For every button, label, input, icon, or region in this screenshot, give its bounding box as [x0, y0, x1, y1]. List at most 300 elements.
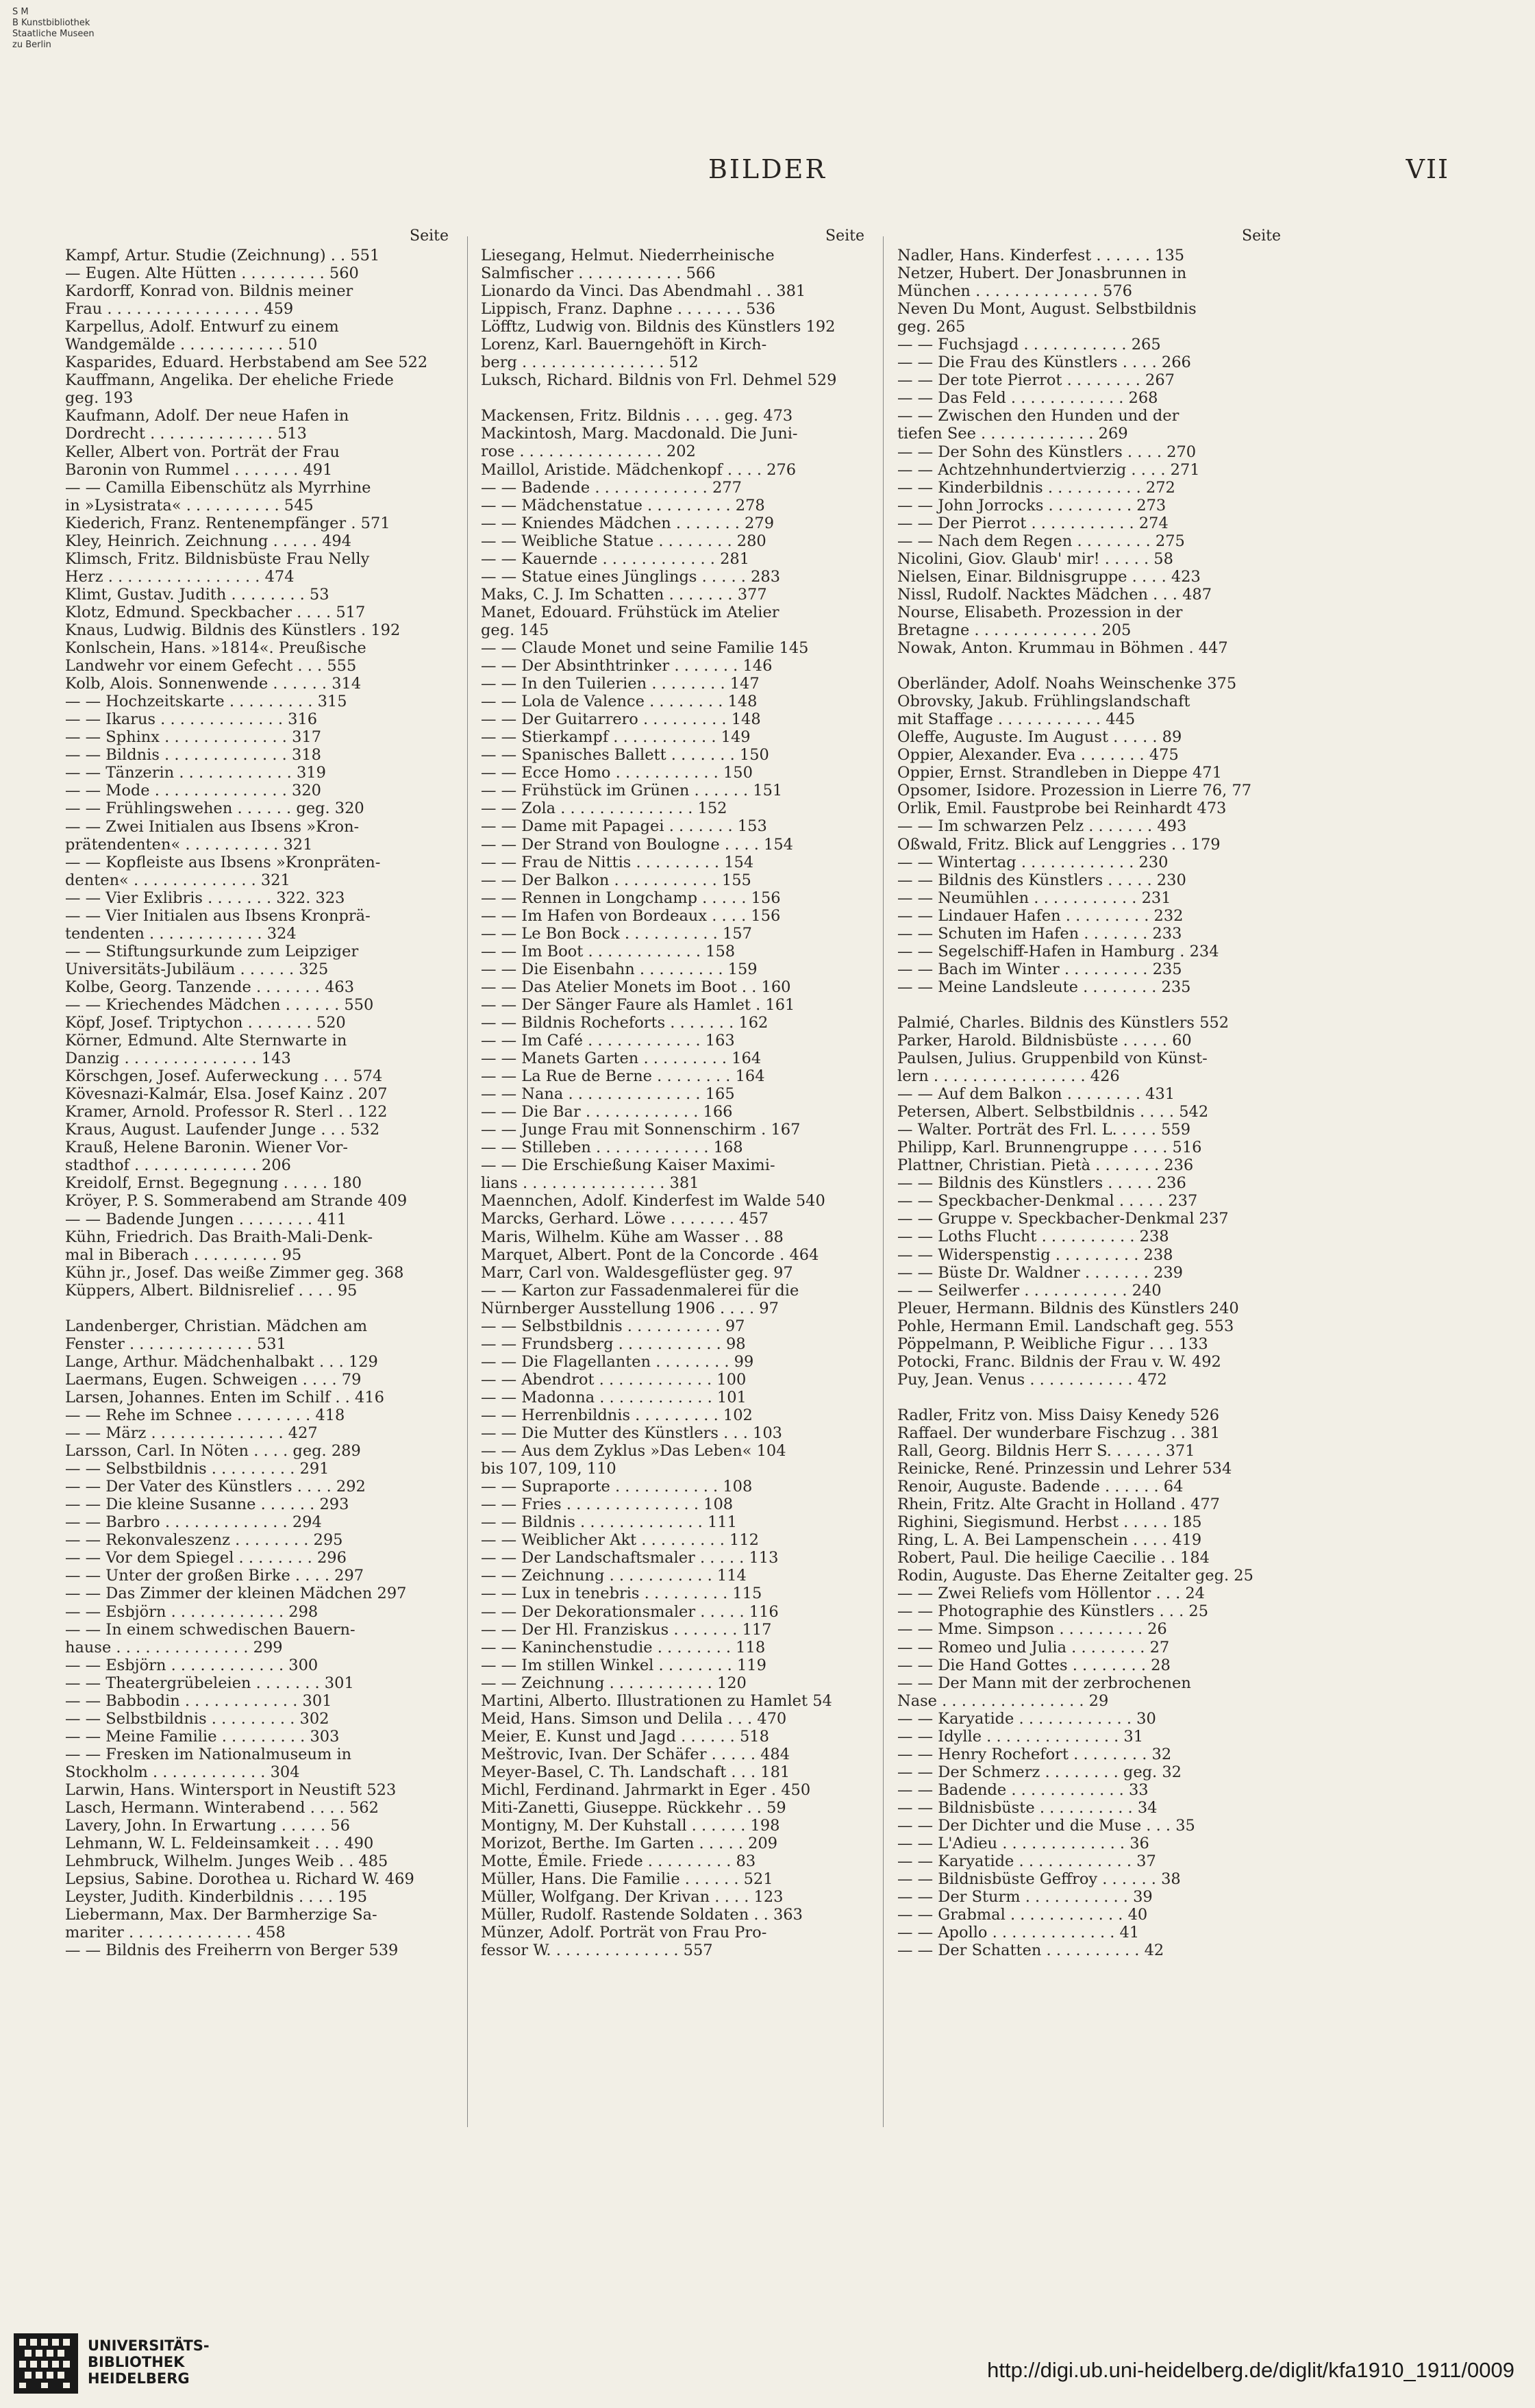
index-entry: — — Achtzehnhundertvierzig . . . . 271 — [897, 460, 1200, 479]
index-entry: — — Im schwarzen Pelz . . . . . . . 493 — [897, 817, 1187, 836]
page-title: BILDER — [708, 154, 827, 184]
index-entry: Lasch, Hermann. Winterabend . . . . 562 — [65, 1799, 379, 1817]
entry-list — [897, 247, 1281, 1959]
stamp-line: Staatliche Museen — [12, 29, 95, 39]
index-entry: — — Junge Frau mit Sonnenschirm . 167 — [481, 1121, 801, 1139]
index-entry: — — Die Eisenbahn . . . . . . . . . 159 — [481, 960, 758, 978]
index-entry: Körner, Edmund. Alte Sternwarte in — [65, 1032, 347, 1050]
index-entry: Raffael. Der wunderbare Fischzug . . 381 — [897, 1424, 1221, 1442]
library-emblem-icon — [14, 2333, 78, 2394]
index-entry: — — Aus dem Zyklus »Das Leben« 104 — [481, 1442, 786, 1461]
index-entry: — — Kauernde . . . . . . . . . . . . 281 — [481, 549, 750, 568]
index-entry: Herz . . . . . . . . . . . . . . . . 474 — [65, 567, 295, 586]
index-entry: Marquet, Albert. Pont de la Concorde . 464 — [481, 1245, 819, 1264]
index-entry: — — Camilla Eibenschütz als Myrrhine — [65, 478, 371, 497]
index-entry: — — Kriechendes Mädchen . . . . . . 550 — [65, 995, 374, 1014]
index-entry: — — Bildnis des Künstlers . . . . . 236 — [897, 1174, 1186, 1193]
index-entry: — — Rennen in Longchamp . . . . . 156 — [481, 889, 781, 907]
index-entry: — — Supraporte . . . . . . . . . . . 108 — [481, 1478, 753, 1496]
index-entry: tendenten . . . . . . . . . . . . 324 — [65, 924, 297, 943]
index-entry: — — Bildnis des Freiherrn von Berger 539 — [65, 1941, 399, 1960]
index-entry: — — Bildnisbüste Geffroy . . . . . . 38 — [897, 1870, 1181, 1889]
index-entry: — — Der Balkon . . . . . . . . . . . 155 — [481, 871, 751, 889]
index-entry: Salmfischer . . . . . . . . . . . 566 — [481, 264, 716, 283]
index-entry: — — Frundsberg . . . . . . . . . . . 98 — [481, 1335, 746, 1353]
index-entry: — — Das Feld . . . . . . . . . . . . 268 — [897, 389, 1158, 408]
index-entry: Morizot, Berthe. Im Garten . . . . . 209 — [481, 1835, 778, 1853]
letter-gap — [897, 657, 1281, 675]
index-entry: — — Apollo . . . . . . . . . . . . . 41 — [897, 1924, 1140, 1942]
index-entry: — — Meine Familie . . . . . . . . . 303 — [65, 1727, 340, 1746]
index-column-3 — [897, 226, 1281, 2165]
index-entry: — — Fresken im Nationalmuseum in — [65, 1745, 352, 1763]
index-entry: — — John Jorrocks . . . . . . . . . 273 — [897, 496, 1166, 514]
index-entry: — — Der Dekorationsmaler . . . . . 116 — [481, 1602, 779, 1621]
index-entry: Dordrecht . . . . . . . . . . . . . 513 — [65, 425, 308, 443]
index-entry: — — Bildnis . . . . . . . . . . . . . 111 — [481, 1513, 737, 1532]
index-entry: Kühn jr., Josef. Das weiße Zimmer geg. 368 — [65, 1263, 404, 1282]
index-entry: Kardorff, Konrad von. Bildnis meiner — [65, 282, 353, 301]
index-entry: Robert, Paul. Die heilige Caecilie . . 184 — [897, 1549, 1210, 1567]
index-entry: — — Kaninchenstudie . . . . . . . . 118 — [481, 1638, 766, 1656]
index-entry: — — Stierkampf . . . . . . . . . . . 149 — [481, 728, 751, 747]
index-entry: — — Die Flagellanten . . . . . . . . 99 — [481, 1352, 754, 1371]
index-entry: Danzig . . . . . . . . . . . . . . 143 — [65, 1050, 291, 1068]
index-entry: — — Der Mann mit der zerbrochenen — [897, 1674, 1191, 1692]
index-entry: Martini, Alberto. Illustrationen zu Hamlet 54 — [481, 1691, 832, 1710]
index-entry: Liebermann, Max. Der Barmherzige Sa- — [65, 1906, 377, 1924]
index-entry: Luksch, Richard. Bildnis von Frl. Dehmel 529 — [481, 371, 837, 390]
index-entry: — — Lux in tenebris . . . . . . . . . 115 — [481, 1585, 762, 1603]
index-entry: Orlik, Emil. Faustprobe bei Reinhardt 473 — [897, 799, 1227, 818]
index-entry: mal in Biberach . . . . . . . . . 95 — [65, 1245, 302, 1264]
index-entry: Kühn, Friedrich. Das Braith-Mali-Denk- — [65, 1228, 373, 1246]
index-entry: Liesegang, Helmut. Niederrheinische — [481, 247, 775, 264]
index-entry: — — Zwei Initialen aus Ibsens »Kron- — [65, 817, 360, 836]
letter-gap — [897, 1389, 1281, 1406]
letter-gap — [481, 389, 864, 407]
index-entry: Münzer, Adolf. Porträt von Frau Pro- — [481, 1924, 767, 1942]
index-entry: Mackensen, Fritz. Bildnis . . . . geg. 473 — [481, 407, 793, 425]
index-entry: — — Stiftungsurkunde zum Leipziger — [65, 942, 359, 960]
entry-list — [481, 247, 864, 1959]
index-entry: hause . . . . . . . . . . . . . . 299 — [65, 1638, 283, 1656]
index-entry: — — Büste Dr. Waldner . . . . . . . 239 — [897, 1263, 1183, 1282]
index-entry: — Walter. Porträt des Frl. L. . . . . 559 — [897, 1121, 1191, 1139]
index-entry: — — Bildnis Rocheforts . . . . . . . 162 — [481, 1013, 769, 1032]
index-entry: Maillol, Aristide. Mädchenkopf . . . . 276 — [481, 460, 797, 479]
index-entry: — — Das Zimmer der kleinen Mädchen 297 — [65, 1585, 407, 1603]
index-entry: — — Lindauer Hafen . . . . . . . . . 232 — [897, 906, 1184, 925]
index-entry: — — Der Guitarrero . . . . . . . . . 148 — [481, 710, 761, 729]
index-entry: Oppier, Alexander. Eva . . . . . . . 475 — [897, 746, 1179, 765]
index-entry: lern . . . . . . . . . . . . . . . . 426 — [897, 1067, 1120, 1086]
index-entry: — — Die Erschießung Kaiser Maximi- — [481, 1156, 775, 1175]
index-entry: Marcks, Gerhard. Löwe . . . . . . . 457 — [481, 1210, 769, 1228]
index-entry: — — Mme. Simpson . . . . . . . . . 26 — [897, 1620, 1167, 1639]
index-entry: Nielsen, Einar. Bildnisgruppe . . . . 423 — [897, 567, 1201, 586]
index-entry: berg . . . . . . . . . . . . . . . 512 — [481, 353, 699, 372]
index-entry: Kaufmann, Adolf. Der neue Hafen in — [65, 407, 349, 425]
index-entry: Lepsius, Sabine. Dorothea u. Richard W. 469 — [65, 1870, 414, 1889]
index-entry: — — Badende Jungen . . . . . . . . 411 — [65, 1210, 347, 1228]
column-divider — [883, 236, 884, 2127]
index-entry: Keller, Albert von. Porträt der Frau — [65, 443, 340, 461]
index-entry: — — Widerspenstig . . . . . . . . . 238 — [897, 1245, 1173, 1264]
index-entry: — — Bildnis . . . . . . . . . . . . . 318 — [65, 746, 321, 765]
index-entry: — — Sphinx . . . . . . . . . . . . . 317 — [65, 728, 322, 747]
index-entry: Manet, Edouard. Frühstück im Atelier — [481, 603, 779, 621]
index-entry: Müller, Hans. Die Familie . . . . . . 521 — [481, 1870, 773, 1889]
index-entry: — — Wintertag . . . . . . . . . . . . 230 — [897, 853, 1169, 871]
index-entry: Opsomer, Isidore. Prozession in Lierre 76, 77 — [897, 782, 1252, 800]
index-entry: geg. 265 — [897, 318, 966, 336]
index-entry: — — Rehe im Schnee . . . . . . . . 418 — [65, 1406, 345, 1424]
letter-gap — [65, 1300, 449, 1317]
index-entry: — — Der tote Pierrot . . . . . . . . 267 — [897, 371, 1175, 390]
index-entry: — — Der Vater des Künstlers . . . . 292 — [65, 1478, 366, 1496]
index-entry: — — Karyatide . . . . . . . . . . . . 30 — [897, 1709, 1156, 1728]
index-column-2 — [481, 226, 864, 2165]
index-entry: Knaus, Ludwig. Bildnis des Künstlers . 192 — [65, 621, 401, 639]
index-entry: — — Selbstbildnis . . . . . . . . . 291 — [65, 1460, 329, 1478]
index-entry: Kreidolf, Ernst. Begegnung . . . . . 180 — [65, 1174, 362, 1193]
index-entry: Renoir, Auguste. Badende . . . . . . 64 — [897, 1478, 1184, 1496]
index-entry: Puy, Jean. Venus . . . . . . . . . . . 472 — [897, 1370, 1167, 1389]
index-entry: — — Frühlingswehen . . . . . . geg. 320 — [65, 799, 364, 818]
index-entry: — — Selbstbildnis . . . . . . . . . 302 — [65, 1709, 329, 1728]
index-entry: Konlschein, Hans. »1814«. Preußische — [65, 639, 366, 658]
index-entry: Potocki, Franc. Bildnis der Frau v. W. 492 — [897, 1352, 1221, 1371]
index-entry: Kasparides, Eduard. Herbstabend am See 522 — [65, 353, 428, 372]
index-entry: Frau . . . . . . . . . . . . . . . . 459 — [65, 300, 294, 319]
index-entry: Meyer-Basel, C. Th. Landschaft . . . 181 — [481, 1763, 790, 1781]
index-entry: — — Auf dem Balkon . . . . . . . . 431 — [897, 1085, 1175, 1104]
index-entry: Kolb, Alois. Sonnenwende . . . . . . 314 — [65, 675, 362, 693]
index-entry: — — Badende . . . . . . . . . . . . 33 — [897, 1780, 1149, 1799]
index-entry: bis 107, 109, 110 — [481, 1460, 616, 1478]
index-entry: — — Meine Landsleute . . . . . . . . 235 — [897, 978, 1191, 996]
index-entry: Nürnberger Ausstellung 1906 . . . . 97 — [481, 1299, 779, 1317]
index-entry: — — Photographie des Künstlers . . . 25 — [897, 1602, 1209, 1621]
index-entry: — — Dame mit Papagei . . . . . . . 153 — [481, 817, 767, 836]
index-entry: Wandgemälde . . . . . . . . . . . 510 — [65, 336, 318, 354]
index-entry: — — Stilleben . . . . . . . . . . . . 168 — [481, 1139, 743, 1157]
index-entry: — — Der Landschaftsmaler . . . . . 113 — [481, 1549, 779, 1567]
index-entry: Miti-Zanetti, Giuseppe. Rückkehr . . 59 — [481, 1799, 786, 1817]
index-entry: Mackintosh, Marg. Macdonald. Die Juni- — [481, 425, 798, 443]
index-entry: — — Der Dichter und die Muse . . . 35 — [897, 1816, 1195, 1835]
index-entry: Lehmbruck, Wilhelm. Junges Weib . . 485 — [65, 1852, 388, 1871]
index-entry: Ring, L. A. Bei Lampenschein . . . . 419 — [897, 1531, 1202, 1550]
index-entry: — — Weiblicher Akt . . . . . . . . . 112 — [481, 1531, 759, 1550]
index-entry: — — Der Absinthtrinker . . . . . . . 146 — [481, 657, 773, 675]
index-entry: — — Manets Garten . . . . . . . . . 164 — [481, 1050, 762, 1068]
index-entry: — — Zwischen den Hunden und der — [897, 407, 1180, 425]
index-entry: — — Speckbacher-Denkmal . . . . . 237 — [897, 1192, 1198, 1211]
index-entry: Larsson, Carl. In Nöten . . . . geg. 289 — [65, 1442, 361, 1461]
index-entry: — — Im Café . . . . . . . . . . . . 163 — [481, 1032, 735, 1050]
index-entry: fessor W. . . . . . . . . . . . . . 557 — [481, 1941, 713, 1960]
index-entry: Oßwald, Fritz. Blick auf Lenggries . . 179 — [897, 835, 1221, 854]
index-entry: — — La Rue de Berne . . . . . . . . 164 — [481, 1067, 765, 1086]
index-entry: Maks, C. J. Im Schatten . . . . . . . 377 — [481, 585, 767, 604]
index-entry: — — Barbro . . . . . . . . . . . . . 294 — [65, 1513, 322, 1532]
index-entry: Nowak, Anton. Krummau in Böhmen . 447 — [897, 639, 1228, 658]
index-entry: — — Ikarus . . . . . . . . . . . . . 316 — [65, 710, 318, 729]
index-entry: Philipp, Karl. Brunnengruppe . . . . 516 — [897, 1139, 1202, 1157]
index-entry: Leyster, Judith. Kinderbildnis . . . . 195 — [65, 1888, 368, 1907]
index-entry: — — Kniendes Mädchen . . . . . . . 279 — [481, 514, 775, 532]
index-entry: Pöppelmann, P. Weibliche Figur . . . 133 — [897, 1335, 1208, 1353]
index-entry: — — Lola de Valence . . . . . . . . 148 — [481, 693, 758, 711]
index-entry: Netzer, Hubert. Der Jonasbrunnen in — [897, 264, 1187, 283]
index-entry: — — Kopfleiste aus Ibsens »Kronpräten- — [65, 853, 381, 871]
index-entry: Klotz, Edmund. Speckbacher . . . . 517 — [65, 603, 366, 621]
page-number: VII — [1406, 154, 1449, 184]
index-entry: — — Bildnisbüste . . . . . . . . . . 34 — [897, 1798, 1158, 1817]
index-entry: — — Fries . . . . . . . . . . . . . . 108 — [481, 1495, 734, 1514]
index-entry: Meier, E. Kunst und Jagd . . . . . . 518 — [481, 1727, 769, 1746]
index-entry: Stockholm . . . . . . . . . . . . 304 — [65, 1763, 300, 1781]
index-entry: Lorenz, Karl. Bauerngehöft in Kirch- — [481, 336, 767, 354]
index-entry: — — In den Tuilerien . . . . . . . . 147 — [481, 675, 760, 693]
index-entry: — — Madonna . . . . . . . . . . . . 101 — [481, 1388, 747, 1406]
column-divider — [467, 236, 468, 2127]
index-entry: Löfftz, Ludwig von. Bildnis des Künstlers 192 — [481, 318, 836, 336]
index-entry: — — Zeichnung . . . . . . . . . . . 120 — [481, 1674, 747, 1692]
stamp-line: zu Berlin — [12, 40, 51, 50]
index-entry: Nicolini, Giov. Glaub' mir! . . . . . 58 — [897, 549, 1173, 568]
seite-label: Seite — [1242, 227, 1281, 245]
index-entry: Laermans, Eugen. Schweigen . . . . 79 — [65, 1370, 362, 1389]
index-entry: lians . . . . . . . . . . . . . . . 381 — [481, 1174, 699, 1193]
index-entry: — — Ecce Homo . . . . . . . . . . . 150 — [481, 764, 753, 782]
index-entry: — — Schuten im Hafen . . . . . . . 233 — [897, 924, 1182, 943]
stamp-line: S M — [12, 7, 29, 17]
index-entry: — — In einem schwedischen Bauern- — [65, 1620, 355, 1639]
index-column-1 — [65, 226, 449, 2165]
index-entry: Klimsch, Fritz. Bildnisbüste Frau Nelly — [65, 549, 370, 568]
index-entry: tiefen See . . . . . . . . . . . . 269 — [897, 425, 1128, 443]
index-entry: Michl, Ferdinand. Jahrmarkt in Eger . 450 — [481, 1780, 811, 1799]
seite-label: Seite — [825, 227, 864, 245]
index-entry: — — Nana . . . . . . . . . . . . . . 165 — [481, 1085, 735, 1104]
index-entry: — — Loths Flucht . . . . . . . . . . 238 — [897, 1228, 1169, 1246]
index-entry: — — Babbodin . . . . . . . . . . . . 301 — [65, 1691, 332, 1710]
index-entry: — — Zwei Reliefs vom Höllentor . . . 24 — [897, 1585, 1206, 1603]
index-entry: Landwehr vor einem Gefecht . . . 555 — [65, 657, 357, 675]
index-entry: Kolbe, Georg. Tanzende . . . . . . . 463 — [65, 978, 355, 996]
index-entry: Maris, Wilhelm. Kühe am Wasser . . 88 — [481, 1228, 784, 1246]
index-entry: Landenberger, Christian. Mädchen am — [65, 1317, 368, 1335]
index-entry: — — Das Atelier Monets im Boot . . 160 — [481, 978, 791, 996]
index-entry: Küppers, Albert. Bildnisrelief . . . . 95 — [65, 1281, 358, 1300]
index-entry: Paulsen, Julius. Gruppenbild von Künst- — [897, 1050, 1208, 1068]
index-entry: Köpf, Josef. Triptychon . . . . . . . 520 — [65, 1014, 346, 1032]
index-entry: — — Nach dem Regen . . . . . . . . 275 — [897, 532, 1185, 550]
index-entry: Rhein, Fritz. Alte Gracht in Holland . 477 — [897, 1495, 1220, 1514]
index-entry: — — Idylle . . . . . . . . . . . . . . 31 — [897, 1727, 1144, 1746]
index-entry: mariter . . . . . . . . . . . . . 458 — [65, 1924, 286, 1942]
index-entry: — — Im Boot . . . . . . . . . . . . 158 — [481, 942, 736, 960]
index-entry: — — Der Hl. Franziskus . . . . . . . 117 — [481, 1620, 772, 1639]
index-entry: — — Zeichnung . . . . . . . . . . . 114 — [481, 1567, 747, 1585]
index-entry: — — L'Adieu . . . . . . . . . . . . . 36 — [897, 1835, 1149, 1853]
index-entry: Baronin von Rummel . . . . . . . 491 — [65, 460, 333, 479]
index-entry: Pohle, Hermann Emil. Landschaft geg. 553 — [897, 1317, 1234, 1335]
index-entry: — — Le Bon Bock . . . . . . . . . . 157 — [481, 924, 752, 943]
index-entry: — — Im Hafen von Bordeaux . . . . 156 — [481, 906, 781, 925]
index-entry: — — Karton zur Fassadenmalerei für die — [481, 1281, 799, 1300]
index-entry: — — Fuchsjagd . . . . . . . . . . . 265 — [897, 336, 1161, 354]
index-entry: Kauffmann, Angelika. Der eheliche Friede — [65, 371, 394, 390]
index-entry: — — Romeo und Julia . . . . . . . . 27 — [897, 1638, 1170, 1656]
index-entry: — — Bach im Winter . . . . . . . . . 235 — [897, 960, 1182, 978]
source-url[interactable]: http://digi.ub.uni-heidelberg.de/diglit/kfa1910_1911/0009 — [987, 2358, 1514, 2382]
index-entry: Maennchen, Adolf. Kinderfest im Walde 540 — [481, 1192, 825, 1211]
index-entry: — — Vier Initialen aus Ibsens Kronprä- — [65, 906, 371, 925]
index-entry: prätendenten« . . . . . . . . . . 321 — [65, 835, 313, 854]
index-entry: — — Die Bar . . . . . . . . . . . . 166 — [481, 1103, 733, 1121]
index-entry: — — Hochzeitskarte . . . . . . . . . 315 — [65, 693, 347, 711]
library-name: UNIVERSITÄTS- BIBLIOTHEK HEIDELBERG — [88, 2337, 210, 2387]
index-entry: — — Der Sohn des Künstlers . . . . 270 — [897, 443, 1197, 461]
index-entry: Krauß, Helene Baronin. Wiener Vor- — [65, 1139, 348, 1157]
index-entry: Motte, Émile. Friede . . . . . . . . . 83 — [481, 1852, 756, 1871]
index-entry: Lehmann, W. L. Feldeinsamkeit . . . 490 — [65, 1835, 374, 1853]
index-entry: Kövesnazi-Kalmár, Elsa. Josef Kainz . 207 — [65, 1085, 388, 1104]
index-entry: Klimt, Gustav. Judith . . . . . . . . 53 — [65, 585, 329, 604]
index-entry: — — Weibliche Statue . . . . . . . . 280 — [481, 532, 766, 550]
index-entry: Neven Du Mont, August. Selbstbildnis — [897, 300, 1197, 319]
library-stamp — [12, 7, 95, 51]
index-entry: rose . . . . . . . . . . . . . . . 202 — [481, 443, 696, 461]
index-entry: Palmié, Charles. Bildnis des Künstlers 552 — [897, 1013, 1230, 1032]
index-entry: — — Der Pierrot . . . . . . . . . . . 274 — [897, 514, 1169, 532]
index-entry: denten« . . . . . . . . . . . . . 321 — [65, 871, 290, 889]
index-entry: — — Vor dem Spiegel . . . . . . . . 296 — [65, 1549, 347, 1567]
index-entry: — — Der Sänger Faure als Hamlet . 161 — [481, 995, 795, 1014]
index-entry: — — Selbstbildnis . . . . . . . . . . 97 — [481, 1317, 745, 1335]
index-entry: — — Frau de Nittis . . . . . . . . . 154 — [481, 853, 754, 871]
index-entry: Nadler, Hans. Kinderfest . . . . . . 135 — [897, 247, 1185, 264]
index-entry: Obrovsky, Jakub. Frühlingslandschaft — [897, 693, 1190, 711]
index-entry: — — Die Frau des Künstlers . . . . 266 — [897, 353, 1191, 372]
index-entry: Meid, Hans. Simson und Delila . . . 470 — [481, 1709, 787, 1728]
index-entry: Lippisch, Franz. Daphne . . . . . . . 536 — [481, 300, 775, 319]
letter-gap — [897, 996, 1281, 1014]
index-entry: Lavery, John. In Erwartung . . . . . 56 — [65, 1817, 350, 1835]
index-entry: — — Esbjörn . . . . . . . . . . . . 300 — [65, 1656, 319, 1674]
index-entry: — — Der Schatten . . . . . . . . . . 42 — [897, 1941, 1164, 1960]
index-entry: — — Die kleine Susanne . . . . . . 293 — [65, 1495, 349, 1514]
index-entry: — — Neumühlen . . . . . . . . . . . 231 — [897, 889, 1171, 907]
index-entry: Karpellus, Adolf. Entwurf zu einem — [65, 318, 339, 336]
running-header — [0, 154, 1535, 195]
index-entry: Kröyer, P. S. Sommerabend am Strande 409 — [65, 1192, 408, 1211]
index-entry: — — Der Schmerz . . . . . . . . geg. 32 — [897, 1763, 1182, 1781]
index-entry: Müller, Wolfgang. Der Krivan . . . . 123 — [481, 1888, 784, 1907]
index-entry: Plattner, Christian. Pietà . . . . . . . 236 — [897, 1156, 1194, 1175]
index-entry: — — Mädchenstatue . . . . . . . . . 278 — [481, 496, 765, 514]
index-entry: Parker, Harold. Bildnisbüste . . . . . 60 — [897, 1031, 1192, 1050]
index-entry: — — Theatergrübeleien . . . . . . . 301 — [65, 1674, 354, 1692]
index-entry: Kramer, Arnold. Professor R. Sterl . . 122 — [65, 1103, 388, 1121]
index-entry: — — Badende . . . . . . . . . . . . 277 — [481, 478, 742, 497]
index-entry: Universitäts-Jubiläum . . . . . . 325 — [65, 960, 329, 978]
index-entry: — — Abendrot . . . . . . . . . . . . 100 — [481, 1370, 747, 1389]
index-entry: — — Bildnis des Künstlers . . . . . 230 — [897, 871, 1186, 889]
index-entry: Lionardo da Vinci. Das Abendmahl . . 381 — [481, 282, 806, 301]
index-entry: Nissl, Rudolf. Nacktes Mädchen . . . 487 — [897, 585, 1212, 604]
index-entry: — — Henry Rochefort . . . . . . . . 32 — [897, 1745, 1172, 1763]
index-entry: Kiederich, Franz. Rentenempfänger . 571 — [65, 514, 390, 532]
index-entry: Meštrovic, Ivan. Der Schäfer . . . . . 484 — [481, 1745, 790, 1763]
index-entry: — — Die Mutter des Künstlers . . . 103 — [481, 1424, 782, 1443]
index-entry: — — Zola . . . . . . . . . . . . . . 152 — [481, 799, 727, 818]
index-entry: Kley, Heinrich. Zeichnung . . . . . 494 — [65, 532, 352, 550]
index-entry: — — Der Sturm . . . . . . . . . . . 39 — [897, 1888, 1153, 1907]
index-entry: Körschgen, Josef. Auferweckung . . . 574 — [65, 1067, 383, 1086]
index-entry: — — Im stillen Winkel . . . . . . . . 119 — [481, 1656, 766, 1674]
index-entry: Pleuer, Hermann. Bildnis des Künstlers 240 — [897, 1299, 1239, 1317]
index-entry: Montigny, M. Der Kuhstall . . . . . . 198 — [481, 1817, 780, 1835]
index-entry: — — Seilwerfer . . . . . . . . . . . 240 — [897, 1281, 1162, 1300]
index-entry: — — Rekonvaleszenz . . . . . . . . 295 — [65, 1531, 343, 1550]
index-entry: Oleffe, Auguste. Im August . . . . . 89 — [897, 728, 1182, 747]
index-entry: geg. 145 — [481, 621, 549, 639]
index-entry: Lange, Arthur. Mädchenhalbakt . . . 129 — [65, 1352, 378, 1371]
index-entry: — — Mode . . . . . . . . . . . . . . 320 — [65, 782, 321, 800]
index-entry: Larsen, Johannes. Enten im Schilf . . 416 — [65, 1388, 384, 1406]
index-entry: — — Frühstück im Grünen . . . . . . 151 — [481, 782, 783, 800]
index-entry: Nase . . . . . . . . . . . . . . . 29 — [897, 1691, 1109, 1710]
stamp-line: B Kunstbibliothek — [12, 18, 90, 28]
index-entry: Oppier, Ernst. Strandleben in Dieppe 471 — [897, 764, 1222, 782]
index-entry: Rodin, Auguste. Das Eherne Zeitalter geg. 25 — [897, 1567, 1253, 1585]
index-entry: — — Claude Monet und seine Familie 145 — [481, 638, 809, 657]
index-entry: Oberländer, Adolf. Noahs Weinschenke 375 — [897, 675, 1237, 693]
index-entry: — — Statue eines Jünglings . . . . . 283 — [481, 567, 781, 586]
index-entry: Larwin, Hans. Wintersport in Neustift 523 — [65, 1780, 397, 1799]
index-entry: Righini, Siegismund. Herbst . . . . . 185 — [897, 1513, 1202, 1532]
index-entry: — Eugen. Alte Hütten . . . . . . . . . 560 — [65, 264, 359, 283]
index-entry: Müller, Rudolf. Rastende Soldaten . . 363 — [481, 1906, 803, 1924]
index-entry: — — Die Hand Gottes . . . . . . . . 28 — [897, 1656, 1171, 1674]
index-entry: — — März . . . . . . . . . . . . . . 427 — [65, 1424, 318, 1443]
index-entry: — — Esbjörn . . . . . . . . . . . . 298 — [65, 1602, 319, 1621]
index-entry: Bretagne . . . . . . . . . . . . . 205 — [897, 621, 1132, 639]
index-entry: Kraus, August. Laufender Junge . . . 532 — [65, 1121, 380, 1139]
entry-list — [65, 247, 449, 1959]
index-entry: Radler, Fritz von. Miss Daisy Kenedy 526 — [897, 1406, 1220, 1424]
index-entry: — — Vier Exlibris . . . . . . . 322. 323 — [65, 889, 345, 907]
index-entry: mit Staffage . . . . . . . . . . . 445 — [897, 710, 1136, 729]
index-entry: — — Grabmal . . . . . . . . . . . . 40 — [897, 1906, 1148, 1924]
index-entry: Rall, Georg. Bildnis Herr S. . . . . . 371 — [897, 1442, 1195, 1460]
index-entry: geg. 193 — [65, 389, 134, 408]
index-entry: Nourse, Elisabeth. Prozession in der — [897, 603, 1183, 621]
index-entry: — — Herrenbildnis . . . . . . . . . 102 — [481, 1406, 753, 1424]
index-entry: — — Unter der großen Birke . . . . 297 — [65, 1567, 364, 1585]
index-entry: — — Karyatide . . . . . . . . . . . . 37 — [897, 1852, 1156, 1871]
index-entry: Kampf, Artur. Studie (Zeichnung) . . 551 — [65, 247, 380, 264]
index-entry: — — Segelschiff-Hafen in Hamburg . 234 — [897, 942, 1219, 960]
library-logo — [14, 2329, 233, 2398]
index-entry: in »Lysistrata« . . . . . . . . . . 545 — [65, 496, 314, 514]
index-entry: Fenster . . . . . . . . . . . . . 531 — [65, 1335, 286, 1353]
